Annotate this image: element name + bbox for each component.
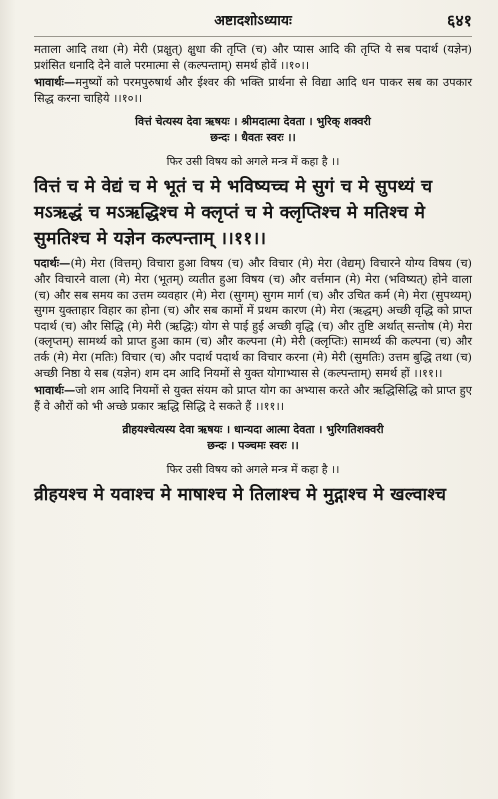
page-header <box>34 6 472 37</box>
bhavartha-1 <box>34 75 472 106</box>
bhavartha-1-text: मनुष्यों को परमपुरुषार्थ और ईश्वर की भक्ति प्रार्थना से विद्या आदि धन पाकर सब का उपकार सिद्ध करना चाहिये ।।१०।। <box>34 75 472 105</box>
bhavartha-2-text: जो शम आदि नियमों से युक्त संयम को प्राप्त योग का अभ्यास करते और ऋद्धिसिद्धि को प्राप्त हुए हैं वे औरों को भी अच्छे प्रकार ऋद्धि सिद्धि दे सकते हैं ।।११।। <box>34 383 472 413</box>
mantra-2-meta-line2: छन्दः । पञ्चमः स्वरः ।। <box>207 439 299 453</box>
mantra-2 <box>34 482 472 508</box>
mantra-1-line: वित्तं च मे वेद्यं च मे भूतं च मे भविष्यच्च मे सुगं च मे सुपथ्यं च <box>34 177 433 198</box>
mantra-1-meta-line1: वित्तं चेत्यस्य देवा ऋषयः । श्रीमदात्मा देवता । भुरिक् शक्वरी <box>135 115 371 129</box>
mantra-1-meta-line2: छन्दः । धैवतः स्वरः ।। <box>210 131 296 145</box>
padartha-text: (मे) मेरा (वित्तम्) विचारा हुआ विषय (च) और विचार (मे) मेरा (वेद्यम्) विचारने योग्य विषय (च) और विचारने वाला (मे) मेरा (भूतम्) व्यतीत हुआ विषय (च) और वर्त्तमान (मे) मेरा (भविष्यत्) होने वाला (च) और सब समय का उत्तम व्यवहार (मे) मेरा (सुगम्) सुगम मार्ग (च) और उचित कर्म (मे) मेरा (सुपथ्यम्) सुगम युक्ताहार विहार का होना (च) और सब कामों में प्रथम कारण (मे) मेरा (ऋद्धम्) अच्छी वृद्धि को प्राप्त पदार्थ (च) और सिद्धि (मे) मेरी (ऋद्धिः) योग से पाई हुई अच्छी वृद्धि (च) और तुष्टि अर्थात् सन्तोष (मे) मेरा (क्लृप्तम्) सामर्थ्य को प्राप्त हुआ काम (च) और कल्पना (मे) मेरी (क्लृप्तिः) सामर्थ्य की कल्पना (च) और तर्क (मे) मेरा (मतिः) विचार (च) और पदार्थ पदार्थ का विचार करना (मे) मेरी (सुमतिः) उत्तम बुद्धि तथा (च) अच्छी निष्ठा ये सब (यज्ञेन) शम दम आदि नियमों से युक्त योगाभ्यास से (कल्पन्ताम्) समर्थ हों ।।११।। <box>34 256 472 380</box>
chapter-title: अष्टादशोऽध्यायः <box>214 13 292 29</box>
mantra-1 <box>34 174 472 252</box>
bhavartha-2-label: भावार्थः— <box>34 383 76 398</box>
mantra-2-line: व्रीहयश्च मे यवाश्च मे माषाश्च मे तिलाश्च मे मुद्गाश्च मे खल्वाश्च <box>34 485 447 506</box>
mantra-1-line: मऽऋद्धं च मऽऋद्धिश्च मे क्लृप्तं च मे क्लृप्तिश्च मे मतिश्च मे <box>34 203 426 224</box>
bhavartha-2 <box>34 383 472 414</box>
mantra-1-intro: फिर उसी विषय को अगले मन्त्र में कहा है ।। <box>166 155 340 169</box>
mantra-2-intro: फिर उसी विषय को अगले मन्त्र में कहा है ।। <box>166 463 340 477</box>
mantra-1-line: सुमतिश्च मे यज्ञेन कल्पन्ताम् ।।११।। <box>34 229 267 250</box>
page-number: ६४१ <box>447 11 472 30</box>
mantra-2-meta-line1: व्रीहयश्चेत्यस्य देवा ऋषयः । धान्यदा आत्मा देवता । भुरिगतिशक्वरी <box>122 423 384 437</box>
padartha-label: पदार्थः— <box>34 256 71 271</box>
continuation-paragraph: मताला आदि तथा (मे) मेरी (प्रक्षुत्) क्षुधा की तृप्ति (च) और प्यास आदि की तृप्ति ये सब पदार्थ (यज्ञेन) प्रशंसित धनादि देने वाले परमात्मा से (कल्पन्ताम्) समर्थ होवें ।।१०।। <box>34 42 472 72</box>
bhavartha-1-label: भावार्थः— <box>34 75 76 90</box>
padartha <box>34 256 472 381</box>
